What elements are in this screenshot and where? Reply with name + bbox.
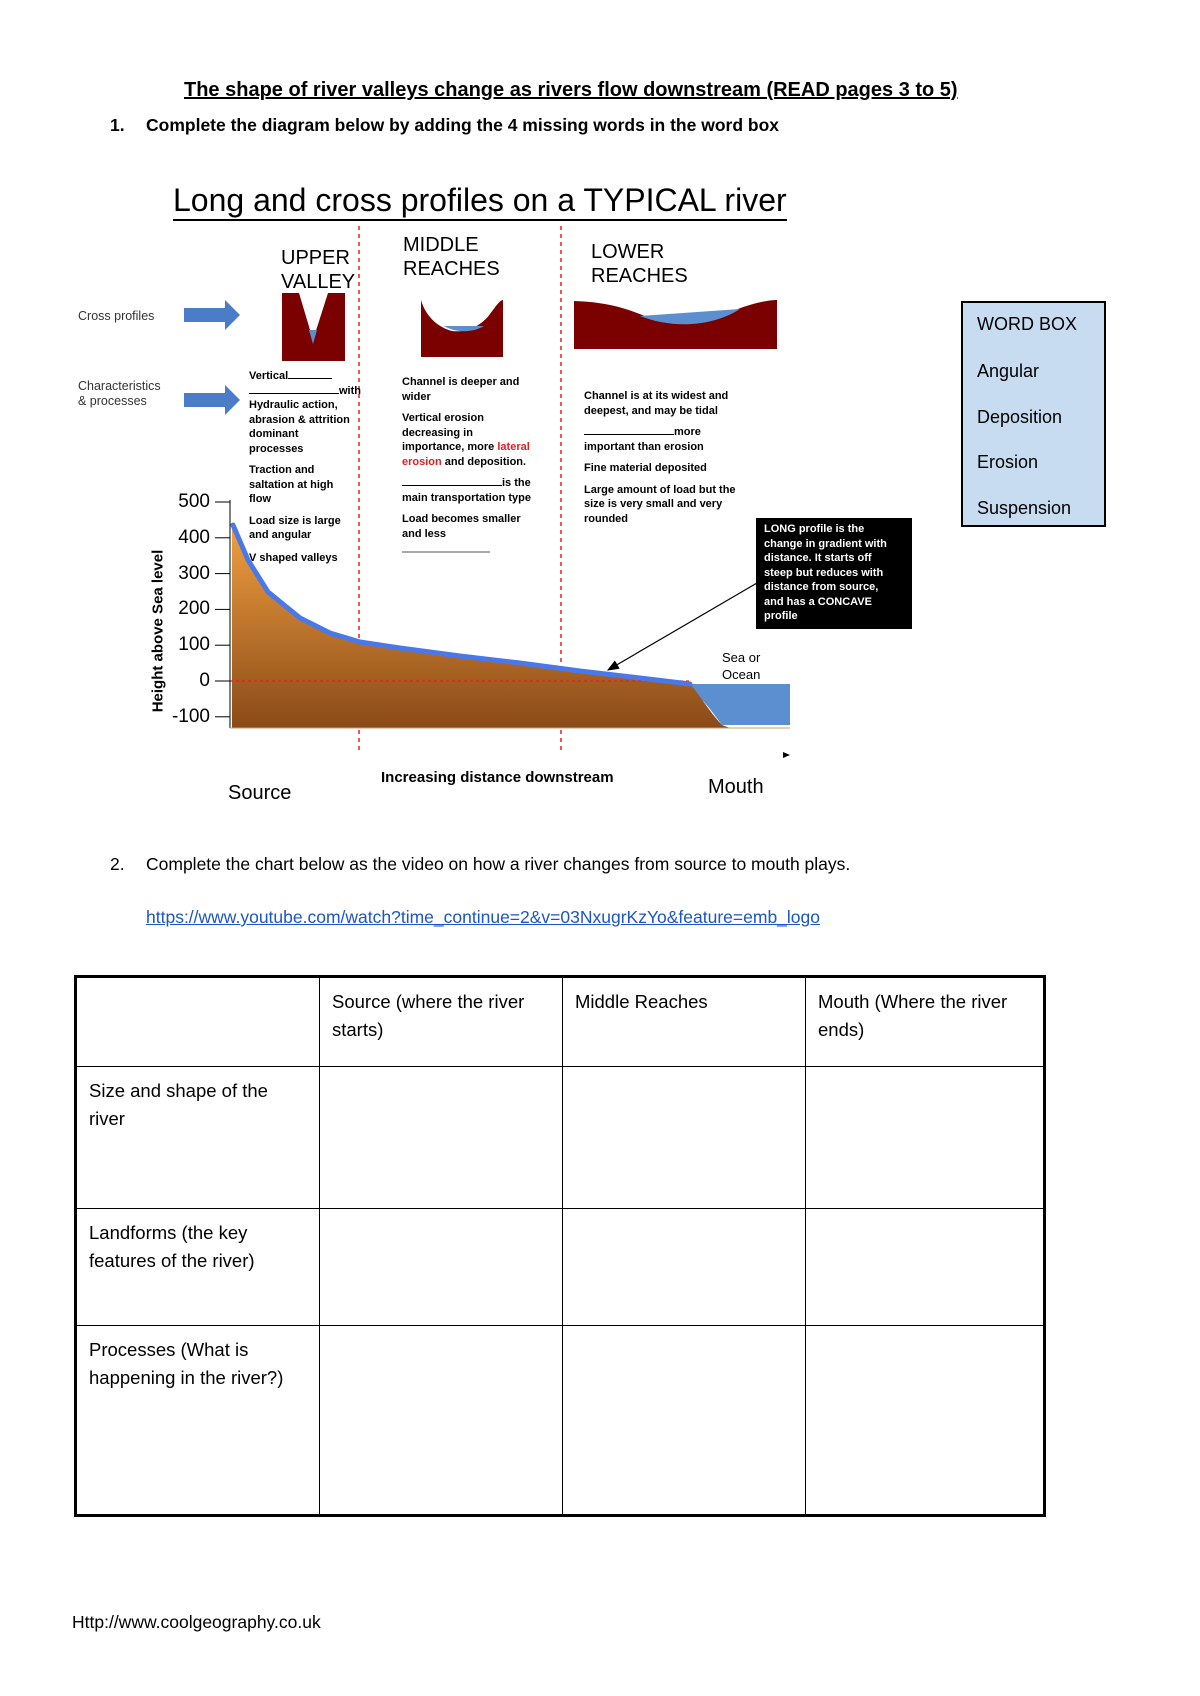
question-1-number: 1. [110,115,125,135]
table-row-label: Processes (What is happening in the river?) [76,1326,320,1516]
lower-blank-1 [584,434,674,435]
question-2 [110,854,850,875]
middle-blank-2 [402,547,490,553]
word-box-title: WORD BOX [977,314,1078,334]
table-header-row [76,977,1045,1067]
table-row [76,1326,1045,1516]
upper-valley-cross-profile [282,293,345,361]
y-tick-label: 500 [178,491,210,512]
question-2-number: 2. [110,854,125,874]
table-cell[interactable] [320,1326,563,1516]
x-axis-label: Increasing distance downstream [381,769,614,786]
table-row-label: Landforms (the key features of the river) [76,1209,320,1326]
y-tick-label: 300 [178,562,210,584]
sea-label: Sea or Ocean [722,650,761,682]
word-box [961,301,1106,527]
table-cell[interactable] [563,1209,806,1326]
table-cell[interactable] [563,1326,806,1516]
upper-vshaped-text: V shaped valleys [249,551,338,564]
middle-is-the-text: is the [502,477,531,489]
upper-with-text: with [339,384,361,397]
stage-label-lower: LOWER REACHES [591,241,688,287]
stage-label-middle: MIDDLE REACHES [403,234,500,280]
y-tick-label: 200 [178,598,210,620]
stage-label-upper: UPPER VALLEY [281,247,356,293]
word-box-item: Erosion [977,452,1039,472]
upper-hydraulic-text: Hydraulic action, abrasion & attrition dominant processes [249,399,350,455]
video-link[interactable]: https://www.youtube.com/watch?time_continue=2&v=03NxugrKzYo&feature=emb_logo [146,907,820,927]
lower-reaches-cross-profile [574,300,777,349]
middle-reaches-cross-profile [421,300,503,357]
lower-important-text: important than erosion [584,440,704,453]
table-cell[interactable] [806,1209,1045,1326]
y-tick-label: 100 [178,634,210,656]
upper-blank-1 [288,378,332,379]
middle-lateral-erosion-text: lateral erosion [402,441,530,468]
word-box-item: Angular [977,361,1040,381]
question-2-text: Complete the chart below as the video on how a river changes from source to mouth plays. [146,854,851,874]
upper-valley-characteristics [249,369,364,565]
y-tick-label: -100 [171,705,210,727]
table-row-label: Size and shape of the river [76,1067,320,1209]
table-header-cell: Middle Reaches [563,977,806,1067]
upper-blank-2 [249,393,339,394]
word-box-item: Suspension [977,497,1072,518]
table-cell[interactable] [563,1067,806,1209]
upper-traction-text: Traction and saltation at high flow [249,464,334,505]
page-heading: The shape of river valleys change as rivers flow downstream (READ pages 3 to 5) [184,79,958,101]
middle-transport-text: main transportation type [402,491,531,504]
upper-vertical-text: Vertical [249,370,289,382]
lower-more-text: more [674,426,701,438]
characteristics-label: Characteristics & processes [78,379,161,408]
lower-fine-text: Fine material deposited [584,462,707,474]
cross-profile-arrow-icon [184,300,240,330]
middle-blank-1 [402,485,502,486]
footer-url: Http://www.coolgeography.co.uk [72,1612,321,1632]
table-header-cell: Mouth (Where the river ends) [806,977,1045,1067]
lower-channel-text: Channel is at its widest and deepest, and may be tidal [584,390,729,417]
table-row [76,1067,1045,1209]
lower-large-text: Large amount of load but the size is very small and very rounded [584,483,736,525]
y-axis-label: Height above Sea level [149,549,167,713]
characteristics-arrow-icon [184,385,240,415]
y-tick-label: 0 [199,670,210,691]
mouth-label: Mouth [708,776,764,798]
lower-reaches-characteristics [584,389,764,526]
word-box-item: Deposition [977,406,1063,427]
table-header-cell: Source (where the river starts) [320,977,563,1067]
y-tick-label: 400 [178,526,210,548]
middle-vertical-erosion-text: Vertical erosion decreasing in importance, more [402,412,495,453]
upper-load-text: Load size is large and angular [249,514,341,541]
cross-profiles-label: Cross profiles [78,309,155,323]
table-cell[interactable] [320,1209,563,1326]
table-row [76,1209,1045,1326]
x-axis-arrow-icon [783,752,790,758]
source-label: Source [228,782,292,804]
diagram-title: Long and cross profiles on a TYPICAL river [173,181,787,221]
table-cell[interactable] [806,1067,1045,1209]
table-header-cell [76,977,320,1067]
table-cell[interactable] [320,1067,563,1209]
middle-channel-text: Channel is deeper and wider [402,376,520,403]
table-cell[interactable] [806,1326,1045,1516]
middle-reaches-characteristics [402,375,552,553]
question-1-text: Complete the diagram below by adding the 4 missing words in the word box [146,115,779,135]
river-changes-table [74,975,1046,1517]
y-axis-ticks [215,502,230,717]
middle-and-deposition-text: and deposition. [441,455,527,468]
middle-load-text: Load becomes smaller and less [402,513,521,540]
long-profile-callout: LONG profile is the change in gradient with distance. It starts off steep but reduces with distance from source, and has a CONCAVE profile [756,518,912,629]
